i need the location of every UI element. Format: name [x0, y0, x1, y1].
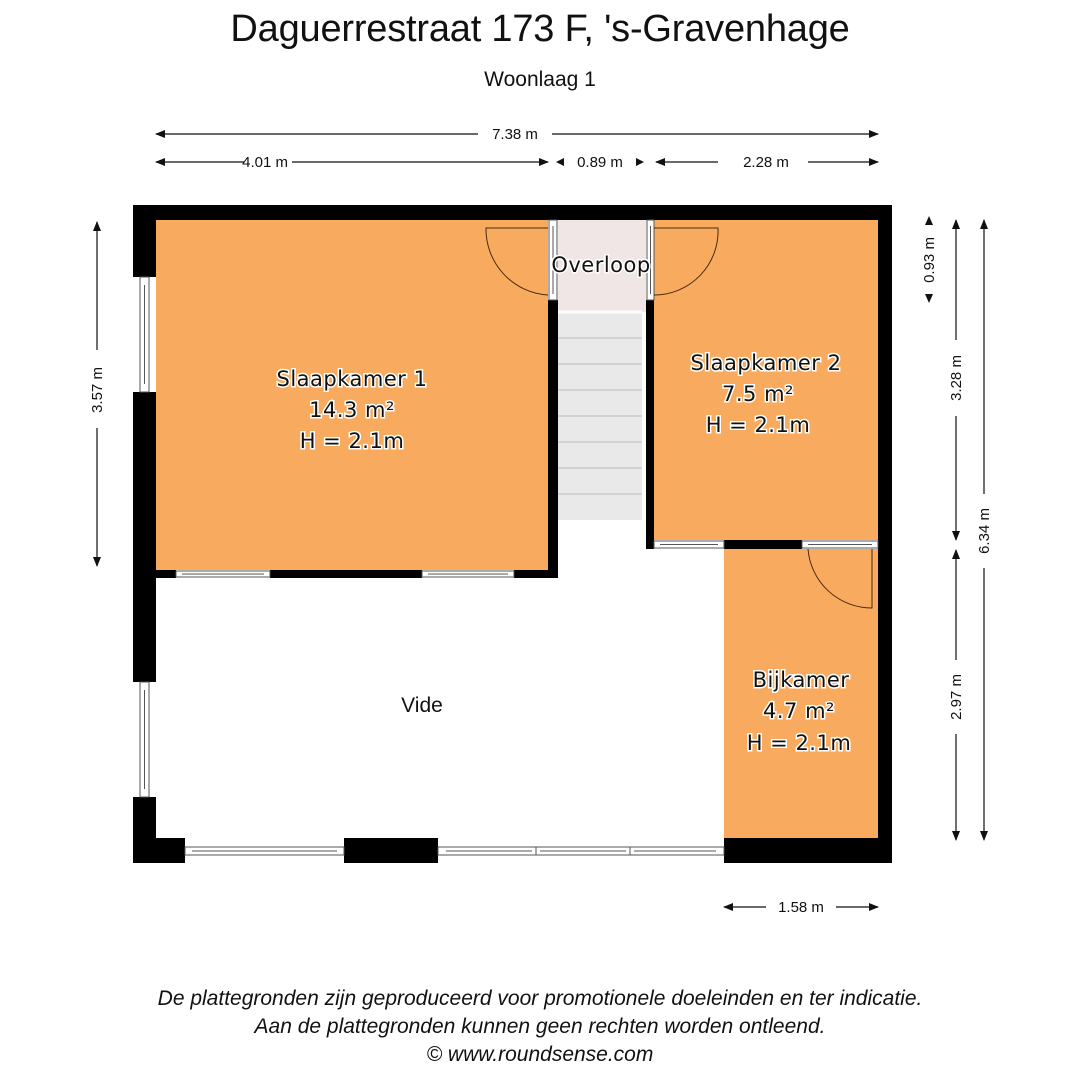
dimension-label: 2.97 m	[948, 674, 965, 720]
staircase	[558, 312, 642, 520]
dimension-label: 7.38 m	[492, 126, 538, 143]
disclaimer-line-1: De plattegronden zijn geproduceerd voor promotionele doeleinden en ter indicatie.	[157, 987, 923, 1010]
dimension-top-right	[656, 154, 878, 171]
dimension-right-total	[976, 220, 993, 840]
room-slaapkamer-2-fill	[654, 220, 878, 540]
svg-text:4.7 m²: 4.7 m²	[763, 699, 835, 723]
disclaimer	[0, 985, 1080, 1069]
svg-text:H = 2.1m: H = 2.1m	[705, 413, 811, 437]
dimension-bottom-right	[724, 899, 878, 916]
dimension-right-top	[921, 216, 938, 303]
disclaimer-line-2: Aan de plattegronden kunnen geen rechten worden ontleend.	[254, 1015, 826, 1038]
svg-text:7.5 m²: 7.5 m²	[722, 382, 794, 406]
dimension-left	[89, 222, 106, 566]
dimension-label: 3.28 m	[948, 355, 965, 401]
dimension-label: 4.01 m	[242, 154, 288, 171]
svg-text:Slaapkamer 2: Slaapkamer 2	[690, 351, 842, 375]
room-bijkamer-fill	[724, 549, 878, 838]
room-label-overloop: Overloop	[551, 253, 651, 277]
page-title: Daguerrestraat 173 F, 's-Gravenhage	[230, 8, 850, 50]
svg-text:H = 2.1m: H = 2.1m	[299, 429, 405, 453]
dimension-label: 0.89 m	[577, 154, 623, 171]
dimension-top-mid	[556, 154, 644, 171]
dimension-top-left	[156, 154, 548, 171]
dimension-label: 1.58 m	[778, 899, 824, 916]
svg-text:Bijkamer: Bijkamer	[752, 668, 850, 692]
copyright: © www.roundsense.com	[426, 1043, 654, 1066]
dimension-right-upper	[948, 220, 965, 540]
dimension-label: 6.34 m	[976, 508, 993, 554]
dimension-label: 2.28 m	[743, 154, 789, 171]
svg-text:Slaapkamer 1: Slaapkamer 1	[276, 367, 428, 391]
dimension-label: 3.57 m	[89, 367, 106, 413]
dimension-top-total	[156, 126, 878, 143]
room-slaapkamer-1-fill	[156, 220, 548, 570]
room-label-vide: Vide	[401, 694, 443, 717]
floor-subtitle: Woonlaag 1	[484, 68, 596, 91]
svg-text:14.3 m²: 14.3 m²	[309, 398, 395, 422]
dimension-label: 0.93 m	[921, 237, 938, 283]
svg-text:H = 2.1m: H = 2.1m	[746, 731, 852, 755]
dimension-right-lower	[948, 550, 965, 840]
